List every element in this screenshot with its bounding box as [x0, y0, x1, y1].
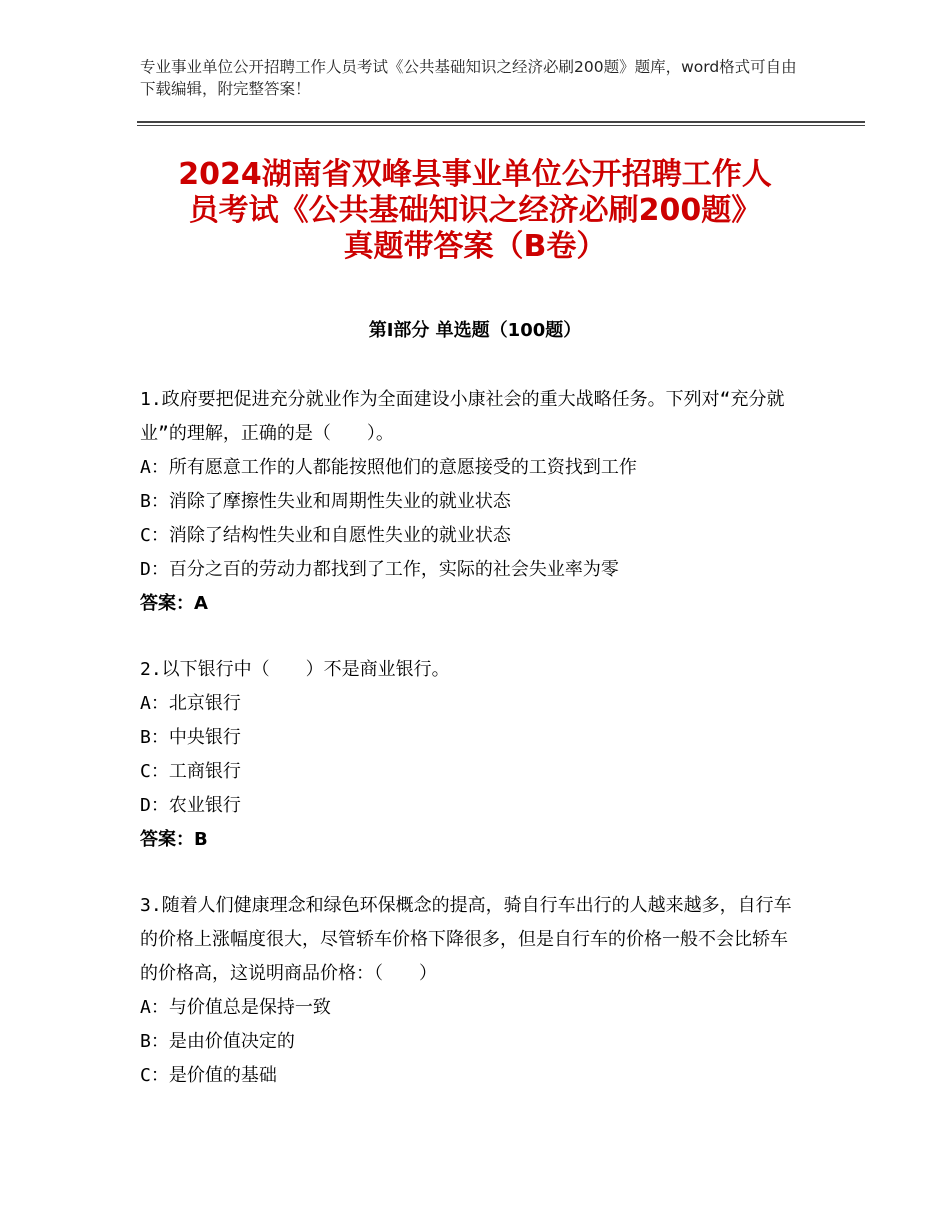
answer: 答案：B: [140, 829, 208, 850]
option-b: B：中央银行: [140, 727, 241, 748]
option-b: B：是由价值决定的: [140, 1031, 295, 1052]
option-b: B：消除了摩擦性失业和周期性失业的就业状态: [140, 491, 511, 512]
header-divider-thick: [137, 121, 865, 123]
option-c: C：消除了结构性失业和自愿性失业的就业状态: [140, 525, 511, 546]
option-a: A：北京银行: [140, 693, 241, 714]
title-line-2: 员考试《公共基础知识之经济必刷200题》: [188, 193, 762, 228]
section-title: 第Ⅰ部分 单选题（100题）: [368, 320, 582, 341]
question-stem: 3.随着人们健康理念和绿色环保概念的提高，骑自行车出行的人越来越多，自行车的价格上涨幅度很大，尽管轿车价格下降很多，但是自行车的价格一般不会比轿车的价格高，这说明商品价格：（ ）: [140, 895, 792, 984]
option-d: D：农业银行: [140, 795, 241, 816]
header-divider-thin: [137, 125, 865, 126]
question-2: [140, 653, 805, 857]
option-d: D：百分之百的劳动力都找到了工作，实际的社会失业率为零: [140, 559, 619, 580]
option-c: C：是价值的基础: [140, 1065, 277, 1086]
document-title: [120, 157, 830, 265]
header-note: 专业事业单位公开招聘工作人员考试《公共基础知识之经济必刷200题》题库，word格式可自由下载编辑，附完整答案！: [140, 58, 797, 98]
title-line-3: 真题带答案（B卷）: [343, 229, 607, 264]
question-stem: 2.以下银行中（ ）不是商业银行。: [140, 659, 450, 680]
option-c: C：工商银行: [140, 761, 241, 782]
question-list: [140, 383, 805, 1125]
question-1: [140, 383, 805, 621]
answer: 答案：A: [140, 593, 208, 614]
title-line-1: 2024湖南省双峰县事业单位公开招聘工作人: [178, 157, 772, 192]
option-a: A：与价值总是保持一致: [140, 997, 331, 1018]
option-a: A：所有愿意工作的人都能按照他们的意愿接受的工资找到工作: [140, 457, 637, 478]
question-3: [140, 889, 805, 1093]
question-stem: 1.政府要把促进充分就业作为全面建设小康社会的重大战略任务。下列对“充分就业”的理解，正确的是（ ）。: [140, 389, 785, 444]
